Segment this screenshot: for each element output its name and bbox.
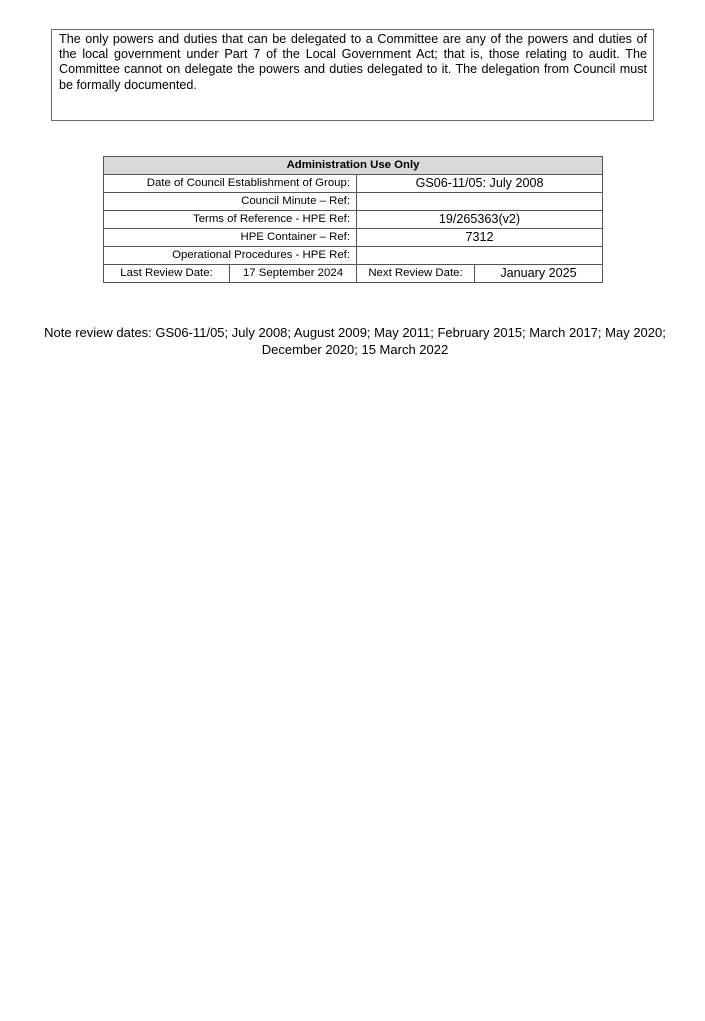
- terms-of-reference-value: 19/265363(v2): [357, 211, 603, 229]
- review-dates-note: [40, 324, 670, 358]
- administration-table: [103, 156, 603, 283]
- establishment-date-value: GS06-11/05: July 2008: [357, 175, 603, 193]
- table-row: [104, 247, 603, 265]
- operational-procedures-label: Operational Procedures - HPE Ref:: [104, 247, 357, 265]
- hpe-container-label: HPE Container – Ref:: [104, 229, 357, 247]
- table-row: [104, 229, 603, 247]
- table-row: [104, 175, 603, 193]
- table-header-row: [104, 157, 603, 175]
- table-row: [104, 265, 603, 283]
- table-header: Administration Use Only: [104, 157, 603, 175]
- next-review-label: Next Review Date:: [357, 265, 475, 283]
- next-review-value: January 2025: [475, 265, 603, 283]
- delegation-paragraph: The only powers and duties that can be delegated to a Committee are any of the powers and duties of the local government under Part 7 of the Local Government Act; that is, those relating to audit. The Committee cannot on delegate the powers and duties delegated to it. The delegation from Council must be formally documented.: [59, 32, 647, 92]
- table-row: [104, 193, 603, 211]
- last-review-value: 17 September 2024: [230, 265, 357, 283]
- terms-of-reference-label: Terms of Reference - HPE Ref:: [104, 211, 357, 229]
- council-minute-label: Council Minute – Ref:: [104, 193, 357, 211]
- last-review-label: Last Review Date:: [104, 265, 230, 283]
- establishment-date-label: Date of Council Establishment of Group:: [104, 175, 357, 193]
- table-row: [104, 211, 603, 229]
- review-note-line: Note review dates: GS06-11/05; July 2008; August 2009; May 2011; February 2015; March 2017; May 2020;: [44, 325, 666, 340]
- operational-procedures-value: [357, 247, 603, 265]
- hpe-container-value: 7312: [357, 229, 603, 247]
- council-minute-value: [357, 193, 603, 211]
- review-note-line: December 2020; 15 March 2022: [261, 342, 449, 357]
- delegation-text-box: [51, 29, 654, 121]
